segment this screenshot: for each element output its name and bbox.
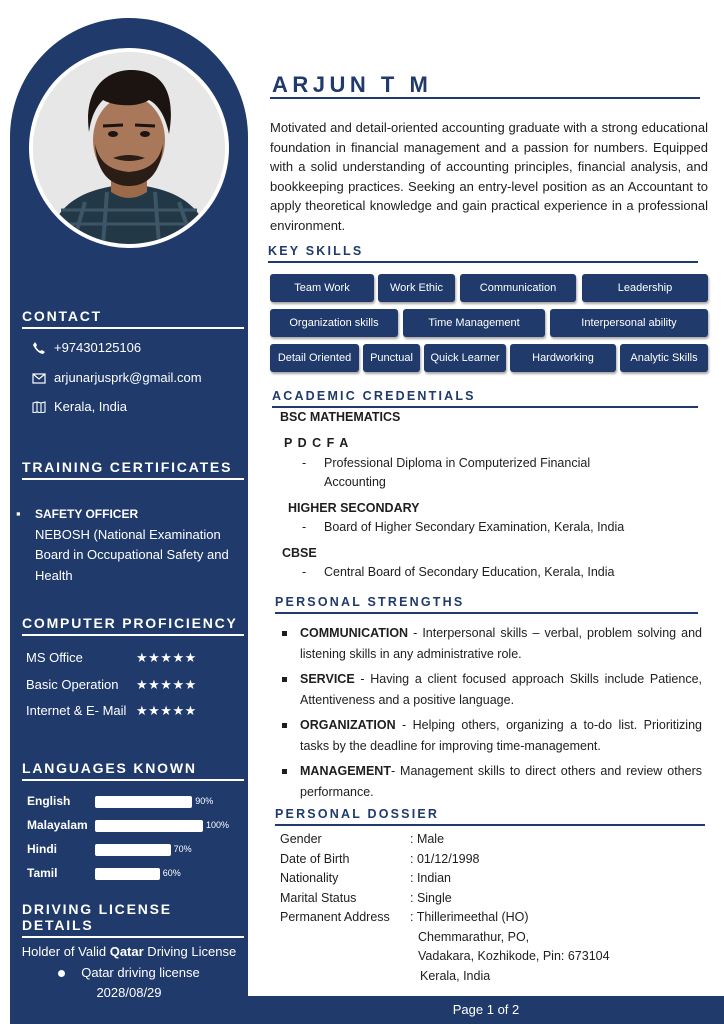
language-name: Hindi: [27, 842, 57, 856]
proficiency-label: Internet & E- Mail: [26, 703, 127, 718]
language-item: [27, 866, 239, 882]
star-rating-icon: ★★★★★: [136, 650, 197, 665]
strength-text: - Management skills to direct others and review others performance.: [300, 764, 702, 799]
computer-heading: COMPUTER PROFICIENCY: [22, 615, 244, 636]
strength-item: [282, 715, 702, 757]
star-rating-icon: ★★★★★: [136, 703, 197, 718]
certificate-title: SAFETY OFFICER: [35, 507, 139, 521]
driving-heading: DRIVING LICENSE DETAILS: [22, 901, 244, 938]
dossier-row: [280, 889, 700, 909]
skill-chip: Quick Learner: [424, 344, 506, 372]
language-name: Malayalam: [27, 818, 88, 832]
skill-chip: Time Management: [403, 309, 545, 337]
strength-text: - Having a client focused approach Skills include Patience, Attentiveness and a positive language.: [300, 672, 702, 707]
dossier-value: : Male: [410, 832, 445, 846]
language-bar-fill: [95, 868, 160, 880]
strength-item: [282, 623, 702, 665]
phone-icon: [32, 341, 46, 355]
contact-location: [32, 399, 127, 414]
skill-chip: Team Work: [270, 274, 374, 302]
strength-title: SERVICE: [300, 672, 355, 686]
dossier-key: Gender: [280, 832, 322, 846]
page-number: Page 1 of 2: [452, 1002, 520, 1017]
language-item: [27, 794, 239, 810]
email-address: arjunarjusprk@gmail.com: [54, 370, 202, 385]
language-bar-fill: [95, 796, 192, 808]
address-text: Vadakara, Kozhikode, Pin: 673104: [418, 949, 610, 963]
skill-chip: Work Ethic: [378, 274, 455, 302]
driving-license-item: [10, 963, 248, 984]
name-underline: [270, 97, 700, 99]
strength-title: ORGANIZATION: [300, 718, 396, 732]
profile-photo-frame: [29, 48, 229, 248]
training-certificate: [14, 504, 242, 586]
language-bar: [95, 796, 203, 808]
degree-title: HIGHER SECONDARY: [288, 501, 420, 515]
dossier-key: Marital Status: [280, 890, 357, 905]
language-item: [27, 842, 239, 858]
square-bullet-icon: [282, 769, 287, 774]
sidebar: [10, 18, 248, 1024]
driving-license-line: [10, 942, 248, 963]
language-bar: [95, 868, 203, 880]
candidate-name: ARJUN T M: [272, 72, 433, 97]
profile-summary: Motivated and detail-oriented accounting graduate with a strong educational foundation in financial management and a passion for numbers. Equipped with a solid understanding of accounting principles, financial analysis, and bookkeeping practices. Seeking an entry-level position as an Accountant to apply theoretical knowledge and gain practical experience in a professional environment.: [270, 120, 708, 233]
language-bar: [95, 820, 203, 832]
dossier-key: Nationality: [280, 871, 339, 885]
certificate-description: NEBOSH (National Examination Board in Occupational Safety and Health: [35, 526, 229, 583]
location-text: Kerala, India: [54, 399, 127, 414]
degree-detail-text: Professional Diploma in Computerized Financial: [324, 456, 591, 470]
degree-title: BSC MATHEMATICS: [280, 410, 401, 424]
driving-license-details: [10, 942, 248, 1004]
skills-heading: KEY SKILLS: [268, 244, 698, 263]
academic-heading: ACADEMIC CREDENTIALS: [272, 389, 698, 408]
personal-strengths: [282, 623, 702, 807]
contact-email: [32, 370, 202, 385]
dossier-key: Date of Birth: [280, 851, 350, 866]
degree-detail-text: Board of Higher Secondary Examination, Kerala, India: [324, 520, 625, 534]
training-heading: TRAINING CERTIFICATES: [22, 459, 244, 480]
address-line: [280, 947, 700, 967]
strength-text: - Helping others, organizing a to-do list. Prioritizing tasks by the deadline for improving time-management.: [300, 718, 702, 753]
address-line: [280, 967, 700, 987]
language-bar-fill: [95, 844, 171, 856]
dossier-heading: PERSONAL DOSSIER: [275, 807, 705, 826]
dash-bullet: -: [302, 520, 307, 534]
strength-title: MANAGEMENT: [300, 764, 391, 778]
page-footer: [248, 996, 724, 1024]
dossier-value: : Thillerimeethal (HO): [410, 910, 529, 924]
mail-icon: [32, 372, 46, 384]
strength-text: - Interpersonal skills – verbal, problem solving and listening skills in any administrative role.: [300, 626, 702, 661]
square-bullet-icon: [282, 677, 287, 682]
dossier-row: [280, 830, 700, 850]
skill-chip: Interpersonal ability: [550, 309, 708, 337]
square-bullet-icon: [282, 723, 287, 728]
language-percent: 60%: [162, 868, 181, 878]
contact-phone: [32, 340, 141, 355]
square-bullet-icon: [282, 631, 287, 636]
skill-chip: Punctual: [363, 344, 420, 372]
languages-heading: LANGUAGES KNOWN: [22, 760, 244, 781]
star-rating-icon: ★★★★★: [136, 677, 197, 692]
dash-bullet: -: [302, 456, 307, 470]
contact-heading: CONTACT: [22, 308, 244, 329]
address-line: [280, 928, 700, 948]
language-percent: 70%: [173, 844, 192, 854]
proficiency-label: Basic Operation: [26, 677, 119, 692]
dash-bullet: -: [302, 565, 307, 579]
dossier-row: [280, 869, 700, 889]
skill-chip: Organization skills: [270, 309, 398, 337]
dossier-value: : 01/12/1998: [410, 851, 480, 866]
degree-detail-text: Accounting: [324, 475, 386, 489]
strength-item: [282, 669, 702, 711]
phone-number: +97430125106: [54, 340, 142, 355]
driving-line-suffix: Driving License: [143, 944, 237, 959]
strength-item: [282, 761, 702, 803]
address-text: Chemmarathur, PO,: [418, 929, 530, 944]
language-name: English: [27, 794, 71, 808]
skill-chip: Analytic Skills: [620, 344, 708, 372]
language-percent: 100%: [206, 820, 230, 830]
driving-license-item-text: Qatar driving license: [81, 964, 200, 980]
dossier-row: [280, 908, 700, 928]
driving-license-date: 2028/08/29: [96, 985, 162, 1000]
skill-chip: Detail Oriented: [270, 344, 359, 372]
person-portrait-icon: [33, 52, 225, 244]
driving-line-prefix: Holder of Valid: [21, 944, 110, 959]
language-percent: 90%: [195, 796, 214, 806]
language-name: Tamil: [27, 866, 58, 880]
dossier-key: Permanent Address: [280, 910, 390, 924]
strength-title: COMMUNICATION: [300, 626, 409, 640]
degree-detail-text: Central Board of Secondary Education, Kerala, India: [324, 565, 615, 579]
square-bullet-icon: ▪: [16, 506, 21, 521]
degree-title: P D C F A: [284, 436, 350, 450]
round-bullet-icon: [58, 970, 65, 977]
dossier-row: [280, 850, 700, 870]
dossier-value: : Indian: [410, 871, 452, 885]
dossier-value: : Single: [410, 890, 452, 905]
proficiency-label: MS Office: [26, 650, 83, 665]
language-item: [27, 818, 239, 834]
skill-chip: Hardworking: [510, 344, 616, 372]
personal-dossier: [280, 830, 700, 986]
strengths-heading: PERSONAL STRENGTHS: [275, 595, 698, 614]
skill-chip: Communication: [460, 274, 576, 302]
map-icon: [32, 401, 46, 413]
language-bar-fill: [95, 820, 203, 832]
degree-title: CBSE: [282, 546, 317, 560]
driving-line-country: Qatar: [109, 944, 144, 959]
address-text: Kerala, India: [420, 968, 491, 983]
skill-chip: Leadership: [582, 274, 708, 302]
profile-photo: [33, 52, 225, 244]
